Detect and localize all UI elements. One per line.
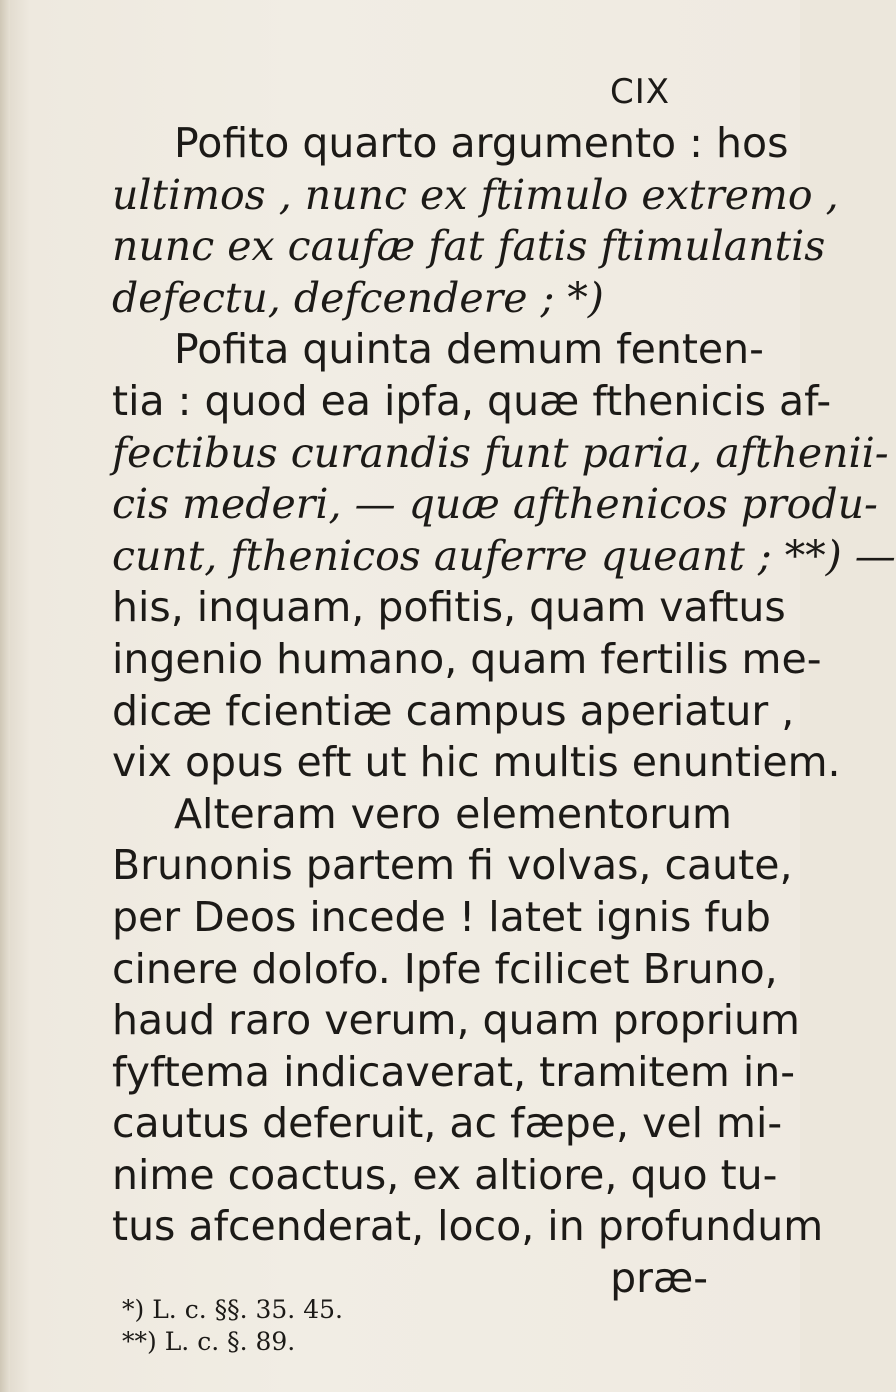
body-text bbox=[112, 118, 896, 1305]
text-line: Pofita quinta demum fenten- bbox=[174, 325, 764, 374]
text-line: defectu, defcendere ; *) bbox=[112, 273, 604, 322]
text-line: vix opus eft ut hic multis enuntiem. bbox=[112, 738, 841, 787]
text-line: his, inquam, pofitis, quam vaftus bbox=[112, 583, 786, 632]
footnotes bbox=[122, 1294, 522, 1358]
text-line: cinere dolofo. Ipfe fcilicet Bruno, bbox=[112, 944, 778, 993]
page-number: CIX bbox=[610, 72, 671, 112]
text-line: nime coactus, ex altiore, quo tu- bbox=[112, 1150, 778, 1199]
text-line: fyftema indicaverat, tramitem in- bbox=[112, 1047, 795, 1096]
footnote: *) L. c. §§. 35. 45. bbox=[122, 1295, 343, 1324]
text-line: cis mederi, — quæ afthenicos produ- bbox=[112, 480, 878, 529]
text-line: Brunonis partem fi volvas, caute, bbox=[112, 841, 793, 890]
text-line: cautus deferuit, ac fæpe, vel mi- bbox=[112, 1099, 783, 1148]
text-line: Pofito quarto argumento : hos bbox=[174, 119, 789, 167]
catchword: præ- bbox=[610, 1254, 708, 1303]
footnote: **) L. c. §. 89. bbox=[122, 1327, 296, 1356]
text-line: haud raro verum, quam proprium bbox=[112, 996, 800, 1045]
text-line: ingenio humano, quam fertilis me- bbox=[112, 634, 822, 683]
text-line: tia : quod ea ipfa, quæ fthenicis af- bbox=[112, 376, 832, 425]
page-gutter-shadow bbox=[0, 0, 10, 1392]
text-line: Alteram vero elementorum bbox=[174, 789, 732, 838]
text-line: dicæ fcientiæ campus aperiatur , bbox=[112, 686, 795, 735]
text-line: cunt, fthenicos auferre queant ; **) — bbox=[112, 531, 896, 580]
text-line: per Deos incede ! latet ignis fub bbox=[112, 892, 771, 941]
text-line: nunc ex caufæ fat fatis ftimulantis bbox=[112, 222, 826, 271]
text-line: fectibus curandis funt paria, afthenii- bbox=[112, 428, 889, 477]
text-line: tus afcenderat, loco, in profundum bbox=[112, 1202, 824, 1251]
text-line: ultimos , nunc ex ftimulo extremo , bbox=[112, 170, 839, 219]
